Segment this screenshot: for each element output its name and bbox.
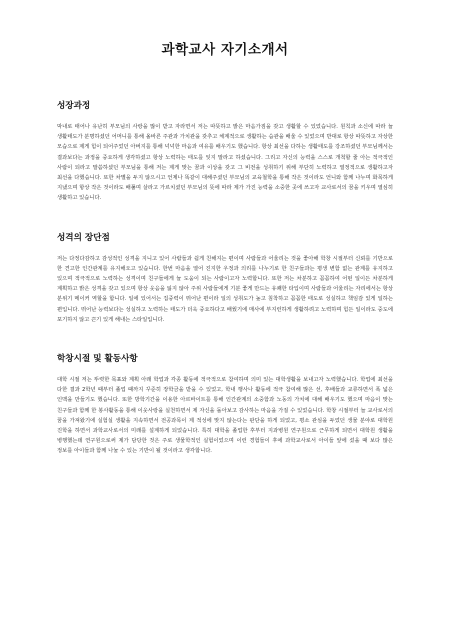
section-body: 막내로 태어나 유난히 부모님의 사랑을 많이 받고 자라면서 저는 따뜻하고 밝은 마음가짐을 갖고 생활할 수 있었습니다. 원칙과 소신에 따라 늘 생활태도가 분명하셨던 어머니를 통해 올바른 주관과 가치관을 갖추고 체계적으로 생활하는 습관을 배울 수 있었으며 반대로 항상 따뜻하고 자상한 모습으로 제게 힘이 되어주었던 아버지를 통해 넉넉한 마음과 여유를 배우기도 했습니다. 항상 최선을 다하는 생활태도를 강조하셨던 부모님께서는 결과보다는 과정을 중요하게 생각하셨고 항상 노력하는 태도를 잊지 말라고 하셨습니다. 그리고 자신의 능력을 스스로 개척할 줄 아는 적극적인 사람이 되라고 말씀하셨던 부모님을 통해 저는 제게 맞는 꿈과 이상을 갖고 그 비전을 성취하기 위해 부단히 노력하고 열정적으로 생활하고자 최선을 다했습니다. 또한 차별을 두지 않으시고 언제나 똑같이 대해주셨던 부모님의 교육철학을 통해 작은 것이라도 언니와 함께 나누며 화목하게 지냈으며 항상 작은 것이라도 배풀며 살라고 가르치셨던 부모님의 뜻에 따라 제가 가진 능력을 소중한 곳에 쓰고자 교사로서의 꿈을 키우며 열심히 생활하고 있습니다.	[57, 124, 393, 202]
section-personality	[57, 232, 393, 325]
section-growth	[57, 100, 393, 204]
section-body: 저는 다정다감하고 감성적인 성격을 지니고 있어 사람들과 쉽게 친해지는 편이며 사람들과 어울리는 것을 좋아해 학창 시절부터 신뢰를 기반으로 한 견고한 인간관계를 유지해오고 있습니다. 한번 마음을 열어 진지한 우정과 의리를 나누기로 한 친구들과는 평생 변함 없는 관계를 유지하고 있으며 적극적으로 노력하는 성격이며 친구들에게 늘 도움이 되는 사람이고자 노력합니다. 또한 저는 차분하고 꼼꼼하여 어떤 일이든 차분하게 계획하고 밝은 성격을 갖고 있으며 항상 웃음을 잃지 않아 주위 사람들에게 기분 좋게 만드는 유쾌한 타입이며 사람들과 어울리는 자리에서는 항상 분위기 메이커 역할을 합니다. 일에 있어서는 집중력이 뛰어난 편이라 일의 성취도가 높고 침착하고 꼼꼼한 태도로 성실하고 책임감 있게 일하는 편입니다. 뛰어난 능력보다는 성실하고 노력하는 태도가 더욱 중요하다고 배웠기에 매사에 부지런하게 생활하려고 노력하며 힘든 일이라도 중도에 포기하지 않고 끈기 있게 해내는 스타일입니다.	[57, 255, 393, 323]
section-heading: 성격의 장단점	[57, 232, 110, 243]
section-heading: 학창시절 및 활동사항	[57, 354, 138, 365]
document-title: 과학교사 자기소개서	[161, 42, 289, 58]
section-heading: 성장과정	[57, 101, 91, 111]
section-body: 대학 시절 저는 뚜렷한 목표와 계획 아래 학업과 각종 활동에 적극적으로 참여하며 의미 있는 대학생활을 보내고자 노력했습니다. 학업에 최선을 다한 결과 2학년 때부터 졸업 때까지 꾸준히 장학금을 받을 수 있었고, 학내 행사나 활동에 적극 참여해 많은 선, 후배들과 교류하면서 폭 넓은 인맥을 만들기도 했습니다. 또한 방학기간을 이용한 아르바이트를 통해 인간관계의 소중함과 노동의 가치에 대해 배우기도 했으며 마음이 맞는 친구들과 함께 한 봉사활동을 통해 이웃사랑을 실천하면서 제 자신을 돌아보고 감사하는 마음을 가질 수 있었습니다. 학창 시절부터 늘 교사로서의 꿈을 가져왔기에 실험실 생활을 지속하면서 전공과목이 제 적성에 맞지 않는다는 판단을 하게 되었고, 평소 관심을 두었던 생물 분야로 대학원 진학을 하면서 과학교사로서의 미래를 설계하게 되었습니다. 특히 대학을 졸업한 후부터 지과병원 연구원으로 근무하게 되면서 대학원 생활을 병행했는데 연구원으로써 제가 담당한 것은 주로 생물학적인 실험이었으며 이런 경험들이 후에 과학교사로서 아이들 앞에 섰을 때 보다 많은 정보를 아이들과 함께 나눌 수 있는 기반이 될 것이라고 생각합니다.	[57, 377, 393, 455]
section-school-activities	[57, 353, 393, 457]
